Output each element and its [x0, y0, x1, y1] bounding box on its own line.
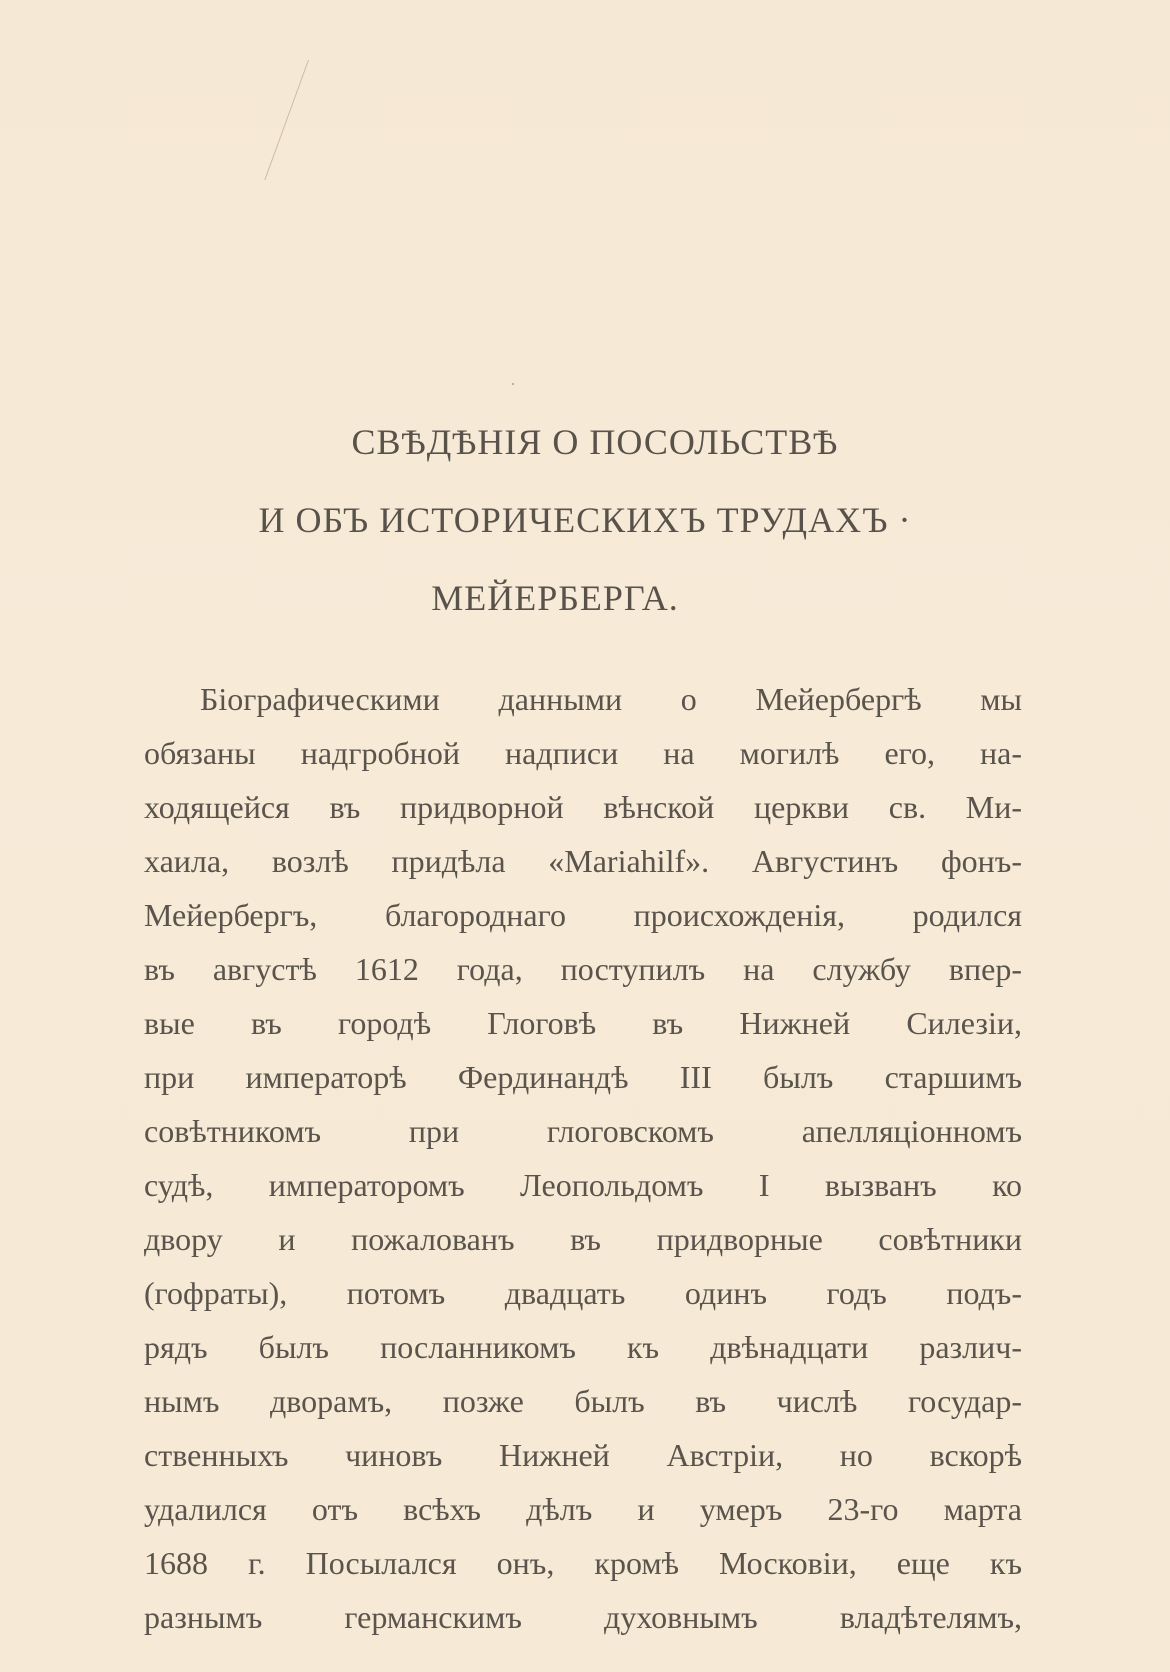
- text-line: рядъ былъ посланникомъ къ двѣнадцати различ-: [144, 1329, 1022, 1365]
- text-line: ственныхъ чиновъ Нижней Австріи, но вскорѣ: [144, 1437, 1022, 1473]
- text-line: нымъ дворамъ, позже былъ въ числѣ государ-: [144, 1383, 1022, 1419]
- paper-speck: [512, 383, 514, 385]
- text-line: хаила, возлѣ придѣла «Mariahilf». Августинъ фонъ-: [144, 843, 1022, 879]
- text-line: судѣ, императоромъ Леопольдомъ I вызванъ ко: [144, 1167, 1022, 1203]
- text-line: вые въ городѣ Глоговѣ въ Нижней Силезіи,: [144, 1005, 1022, 1041]
- text-line: Біографическими данными о Мейербергѣ мы: [200, 681, 1022, 717]
- text-line: (гофраты), потомъ двадцать одинъ годъ подъ-: [144, 1275, 1022, 1311]
- text-line: при императорѣ Фердинандѣ III былъ старшимъ: [144, 1059, 1022, 1095]
- text-line: въ августѣ 1612 года, поступилъ на службу впер-: [144, 951, 1022, 987]
- text-line: разнымъ германскимъ духовнымъ владѣтелямъ,: [144, 1599, 1022, 1635]
- text-line: обязаны надгробной надписи на могилѣ его, на-: [144, 735, 1022, 771]
- chapter-title-line-2: И ОБЪ ИСТОРИЧЕСКИХЪ ТРУДАХЪ ·: [258, 500, 912, 540]
- text-line: ходящейся въ придворной вѣнской церкви св. Ми-: [144, 789, 1022, 825]
- text-line: Мейербергъ, благороднаго происхожденія, родился: [144, 897, 1022, 933]
- text-line: 1688 г. Посылался онъ, кромѣ Московіи, еще къ: [144, 1545, 1022, 1581]
- text-line: двору и пожалованъ въ придворные совѣтники: [144, 1221, 1022, 1257]
- body-text: [144, 672, 1022, 1644]
- text-line: удалился отъ всѣхъ дѣлъ и умеръ 23-го марта: [144, 1491, 1022, 1527]
- paper-crease: [264, 60, 349, 180]
- chapter-title-line-1: СВѢДѢНІЯ О ПОСОЛЬСТВѢ: [351, 422, 839, 462]
- text-line: совѣтникомъ при глоговскомъ апелляціонномъ: [144, 1113, 1022, 1149]
- chapter-title-line-3: МЕЙЕРБЕРГА.: [431, 578, 679, 618]
